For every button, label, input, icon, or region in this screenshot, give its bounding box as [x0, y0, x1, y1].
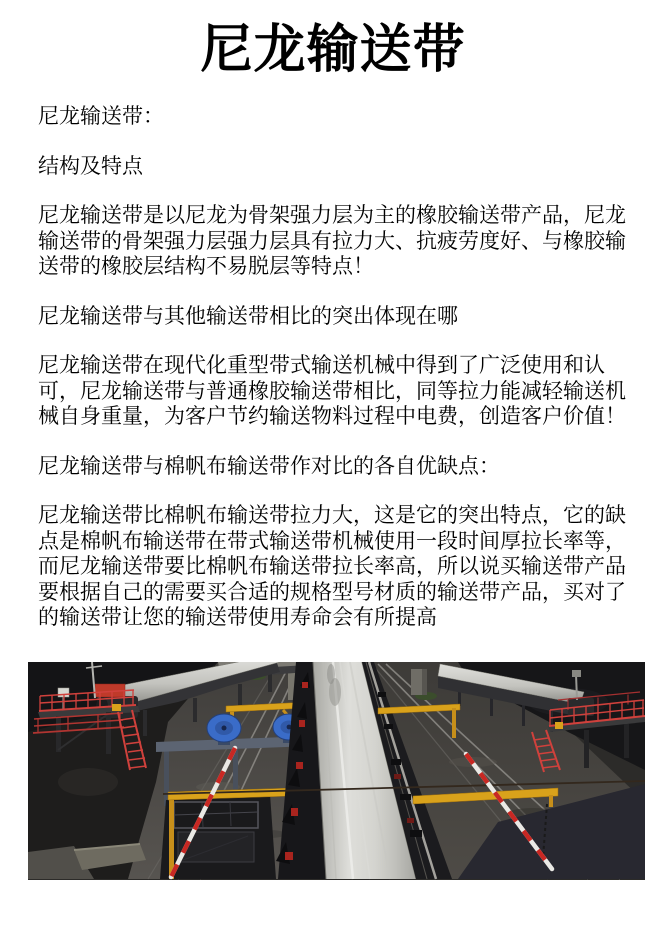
document-page [0, 20, 666, 950]
paragraph-cotton-text: 尼龙输送带比棉帆布输送带拉力大，这是它的突出特点，它的缺点是棉帆布输送带在带式输送带机械使用一段时间厚拉长率等，而尼龙输送带要比棉帆布输送带拉长率高，所以说买输送带产品要根据自己的需要买合适的规格型号材质的输送带产品，买对了的输送带让您的输送带使用寿命会有所提高 [38, 504, 626, 629]
paragraph-structure-text: 尼龙输送带是以尼龙为骨架强力层为主的橡胶输送带产品，尼龙输送带的骨架强力层强力层具有拉力大、抗疲劳度好、与橡胶输送带的橡胶层结构不易脱层等特点！ [38, 204, 626, 278]
paragraph-lead: 尼龙输送带： [38, 105, 164, 128]
paragraph-cotton-heading: 尼龙输送带与棉帆布输送带作对比的各自优缺点： [38, 454, 500, 478]
page-title: 尼龙输送带 [200, 21, 466, 79]
conveyor-photo-svg [28, 662, 645, 880]
paragraph-structure-heading: 结构及特点 [38, 154, 143, 178]
article-body [0, 104, 666, 631]
paragraph-compare-text: 尼龙输送带在现代化重型带式输送机械中得到了广泛使用和认可，尼龙输送带与普通橡胶输送带相比，同等拉力能减轻输送机械自身重量，为客户节约输送物料过程中电费，创造客户价值！ [38, 354, 626, 428]
conveyor-belt-photo [28, 662, 645, 880]
paragraph-compare-heading: 尼龙输送带与其他输送带相比的突出体现在哪 [38, 304, 458, 328]
